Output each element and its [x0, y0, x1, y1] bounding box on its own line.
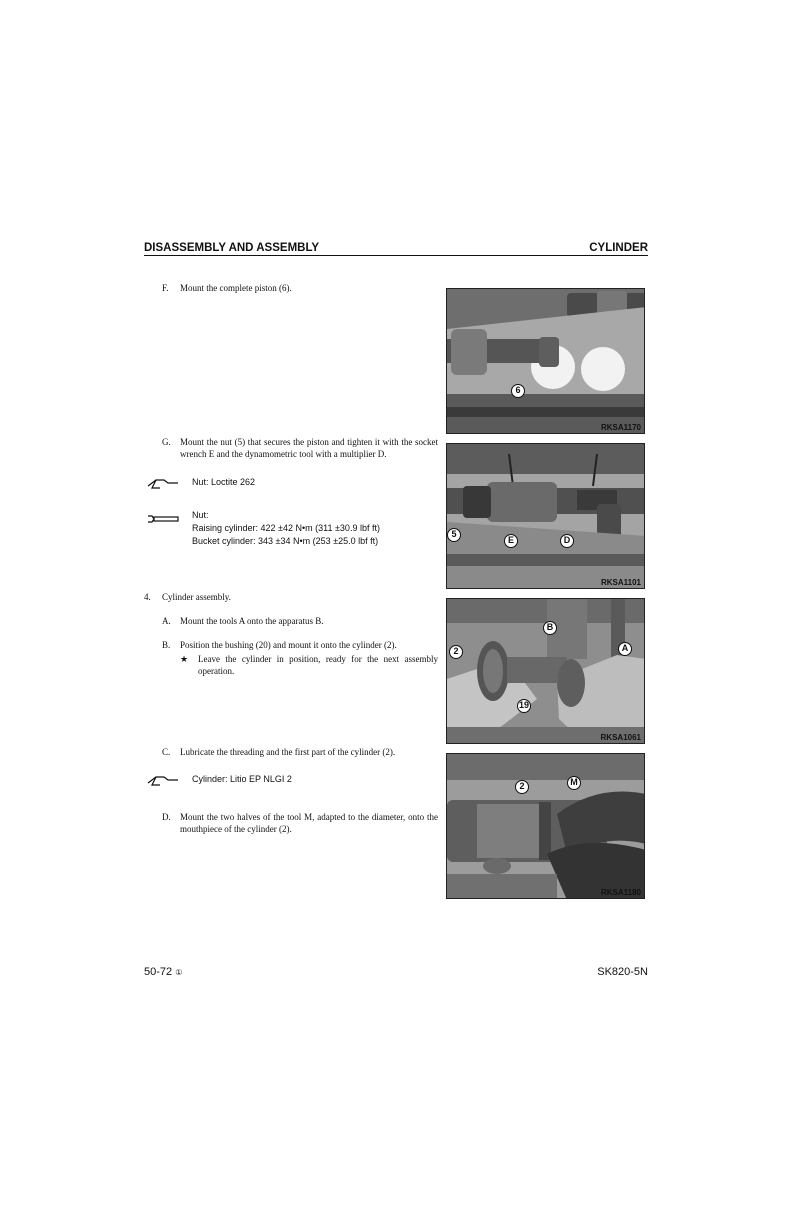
- revision-mark: ①: [175, 968, 183, 977]
- callout-m: M: [567, 776, 581, 790]
- callout-2: 2: [449, 645, 463, 659]
- model-number: SK820-5N: [597, 966, 648, 978]
- figure-tool-m: [446, 753, 645, 899]
- chapter-title: CYLINDER: [589, 242, 648, 254]
- figure-code: RKSA1180: [600, 888, 641, 897]
- section-title: DISASSEMBLY AND ASSEMBLY: [144, 242, 320, 254]
- callout-5: 5: [447, 528, 461, 542]
- step-d: D. Mount the two halves of the tool M, adapted to the diameter, onto the mouthpiece of the cylinder (2).: [162, 812, 438, 834]
- spec-cylinder-lube: Cylinder: Litio EP NLGI 2: [192, 774, 292, 784]
- grease-gun-icon: [146, 476, 180, 495]
- step-g: G. Mount the nut (5) that secures the piston and tighten it with the socket wrench E and the dynamometric tool with a multiplier D.: [162, 437, 438, 459]
- callout-d: D: [560, 534, 574, 548]
- figure-code: RKSA1101: [600, 578, 641, 587]
- callout-b: B: [543, 621, 557, 635]
- wrench-icon: [146, 512, 180, 531]
- figure-bushing: [446, 598, 645, 744]
- figure-piston: [446, 288, 645, 434]
- spec-bucket-torque: Bucket cylinder: 343 ±34 N•m (253 ±25.0 lbf ft): [192, 536, 379, 546]
- callout-2: 2: [515, 780, 529, 794]
- step-c: C. Lubricate the threading and the first part of the cylinder (2).: [162, 747, 396, 757]
- spec-nut-adhesive: Nut: Loctite 262: [192, 477, 256, 487]
- step-b: B. Position the bushing (20) and mount it onto the cylinder (2).: [162, 640, 397, 650]
- step-f: F. Mount the complete piston (6).: [162, 283, 292, 293]
- step-a: A. Mount the tools A onto the apparatus B.: [162, 616, 324, 626]
- callout-19: 19: [517, 699, 531, 713]
- grease-gun-icon: [146, 773, 180, 792]
- spec-nut-title: Nut:: [192, 510, 209, 520]
- page-number: 50-72 ①: [144, 966, 183, 978]
- page-header: [144, 242, 648, 256]
- section-4: 4. Cylinder assembly.: [144, 592, 231, 602]
- spec-raising-torque: Raising cylinder: 422 ±42 N•m (311 ±30.9 lbf ft): [192, 523, 380, 533]
- callout-a: A: [618, 642, 632, 656]
- figure-code: RKSA1061: [600, 733, 641, 742]
- figure-code: RKSA1170: [600, 423, 641, 432]
- callout-e: E: [504, 534, 518, 548]
- step-b-note: ★ Leave the cylinder in position, ready for the next assembly operation.: [180, 654, 438, 676]
- figure-nut-tightening: [446, 443, 645, 589]
- callout-6: 6: [511, 384, 525, 398]
